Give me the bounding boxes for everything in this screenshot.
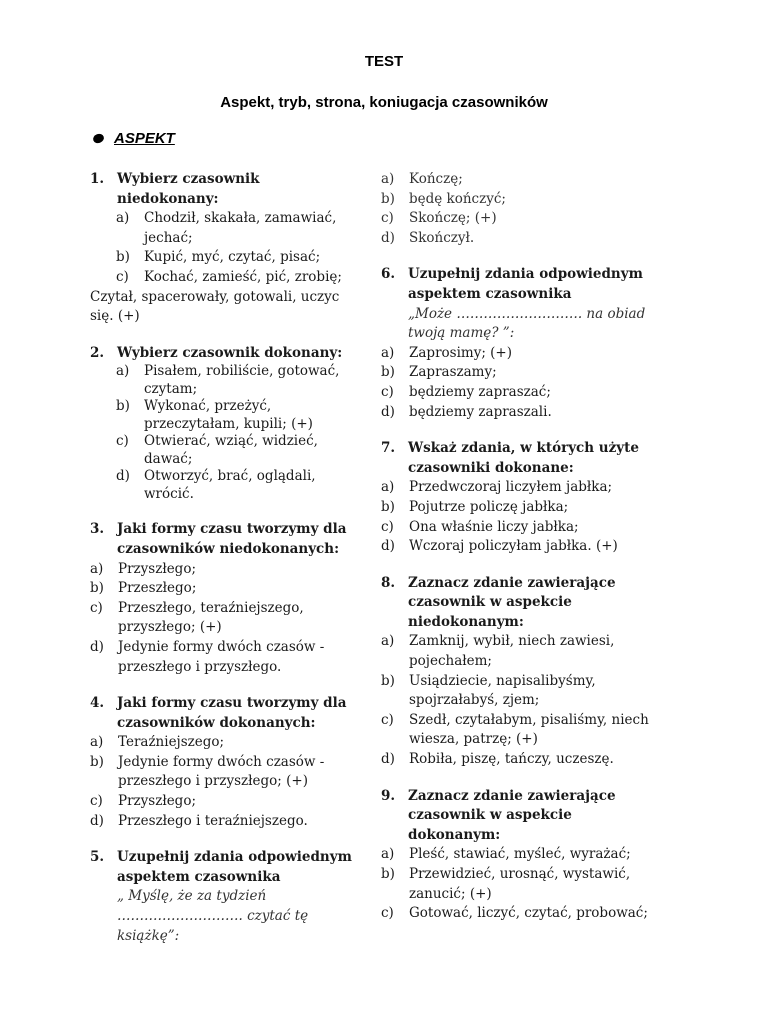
option: c) Otwierać, wziąć, widzieć, dawać; <box>116 433 318 467</box>
question-2: 2. Wybierz czasownik dokonany: <box>90 344 365 364</box>
question-text: Zaznacz zdanie zawierające czasownik w aspekcie niedokonanym: <box>408 574 616 630</box>
question-1: 1. Wybierz czasownik niedokonany: <box>90 170 365 209</box>
option: c) Ona właśnie liczy jabłka; <box>381 518 579 535</box>
right-column <box>381 170 653 924</box>
option: d) Robiła, piszę, tańczy, uczeszę. <box>381 751 614 768</box>
option: d) Otworzyć, brać, oglądali, wrócić. <box>116 468 316 502</box>
left-column <box>90 170 365 946</box>
question-quote: „ Myślę, że za tydzień ………………………. czytać tę książkę”: <box>117 888 309 944</box>
option: d) Skończył. <box>381 229 475 246</box>
question-8: 8. Zaznacz zdanie zawierające czasownik w aspekcie niedokonanym: <box>381 574 653 633</box>
option: c) Skończę; (+) <box>381 210 497 227</box>
option: d) Przeszłego i teraźniejszego. <box>90 812 308 829</box>
option: a) Chodził, skakała, zamawiać, jechać; <box>116 210 337 246</box>
option: b) będę kończyć; <box>381 190 506 207</box>
option: a) Przyszłego; <box>90 560 197 577</box>
question-text: Uzupełnij zdania odpowiednym aspektem czasownika <box>408 266 643 302</box>
answer-line: Czytał, spacerowały, gotowali, uczyc się. (+) <box>90 288 340 325</box>
question-3: 3. Jaki formy czasu tworzymy dla czasowników niedokonanych: <box>90 520 365 559</box>
option: d) będziemy zapraszali. <box>381 403 552 420</box>
question-text: Uzupełnij zdania odpowiednym aspektem czasownika <box>117 849 352 885</box>
question-text: Wybierz czasownik dokonany: <box>117 344 343 361</box>
option: a) Przedwczoraj liczyłem jabłka; <box>381 479 613 496</box>
bullet-icon <box>92 132 105 144</box>
question-6: 6. Uzupełnij zdania odpowiednym aspektem czasownika „Może ………………………. na obiad twoją mamę? ”: <box>381 265 653 343</box>
option: c) Gotować, liczyć, czytać, probować; <box>381 905 648 922</box>
question-text: Jaki formy czasu tworzymy dla czasowników niedokonanych: <box>117 521 347 557</box>
question-text: Zaznacz zdanie zawierające czasownik w aspekcie dokonanym: <box>408 787 616 843</box>
option: b) Przeszłego; <box>90 580 197 597</box>
question-4: 4. Jaki formy czasu tworzymy dla czasowników dokonanych: <box>90 694 365 733</box>
option: b) Wykonać, przeżyć, przeczytałam, kupili; (+) <box>116 398 313 432</box>
option: c) Przyszłego; <box>90 793 197 810</box>
section-heading <box>95 130 175 147</box>
option: c) Przeszłego, teraźniejszego, przyszłego; (+) <box>90 599 304 636</box>
page-title: TEST <box>364 53 404 70</box>
option: c) Szedł, czytałabym, pisaliśmy, niech wiesza, patrzę; (+) <box>381 711 649 748</box>
option: b) Usiądziecie, napisalibyśmy, spojrzałabyś, zjem; <box>381 672 596 709</box>
option: c) Kochać, zamieść, pić, zrobię; <box>116 268 342 285</box>
question-7: 7. Wskaż zdania, w których użyte czasowniki dokonane: <box>381 439 653 478</box>
option: a) Zaprosimy; (+) <box>381 344 513 361</box>
option: b) Kupić, myć, czytać, pisać; <box>116 249 321 266</box>
question-9: 9. Zaznacz zdanie zawierające czasownik w aspekcie dokonanym: <box>381 787 653 846</box>
question-text: Jaki formy czasu tworzymy dla czasowników dokonanych: <box>117 695 347 731</box>
section-label: ASPEKT <box>114 130 175 147</box>
question-text: Wskaż zdania, w których użyte czasowniki dokonane: <box>408 440 639 476</box>
option: d) Wczoraj policzyłam jabłka. (+) <box>381 538 618 555</box>
option: a) Zamknij, wybił, niech zawiesi, pojechałem; <box>381 633 615 670</box>
option: b) Jedynie formy dwóch czasów - przeszłego i przyszłego; (+) <box>90 753 325 790</box>
option: b) Pojutrze policzę jabłka; <box>381 498 569 515</box>
question-text: Wybierz czasownik niedokonany: <box>117 171 260 207</box>
option: c) będziemy zapraszać; <box>381 383 551 400</box>
option: b) Przewidzieć, urosnąć, wystawić, zanucić; (+) <box>381 866 631 902</box>
option: a) Kończę; <box>381 171 463 187</box>
option: a) Pisałem, robiliście, gotować, czytam; <box>116 363 340 397</box>
question-quote: „Może ………………………. na obiad twoją mamę? ”: <box>408 305 646 342</box>
question-5: 5. Uzupełnij zdania odpowiednym aspektem czasownika „ Myślę, że za tydzień ………………………. czytać tę książkę”: <box>90 848 365 946</box>
option: a) Teraźniejszego; <box>90 734 225 751</box>
option: d) Jedynie formy dwóch czasów - przeszłego i przyszłego. <box>90 638 325 675</box>
option: b) Zapraszamy; <box>381 364 497 381</box>
page-subtitle: Aspekt, tryb, strona, koniugacja czasowników <box>220 94 548 111</box>
option: a) Pleść, stawiać, myśleć, wyrażać; <box>381 846 631 863</box>
